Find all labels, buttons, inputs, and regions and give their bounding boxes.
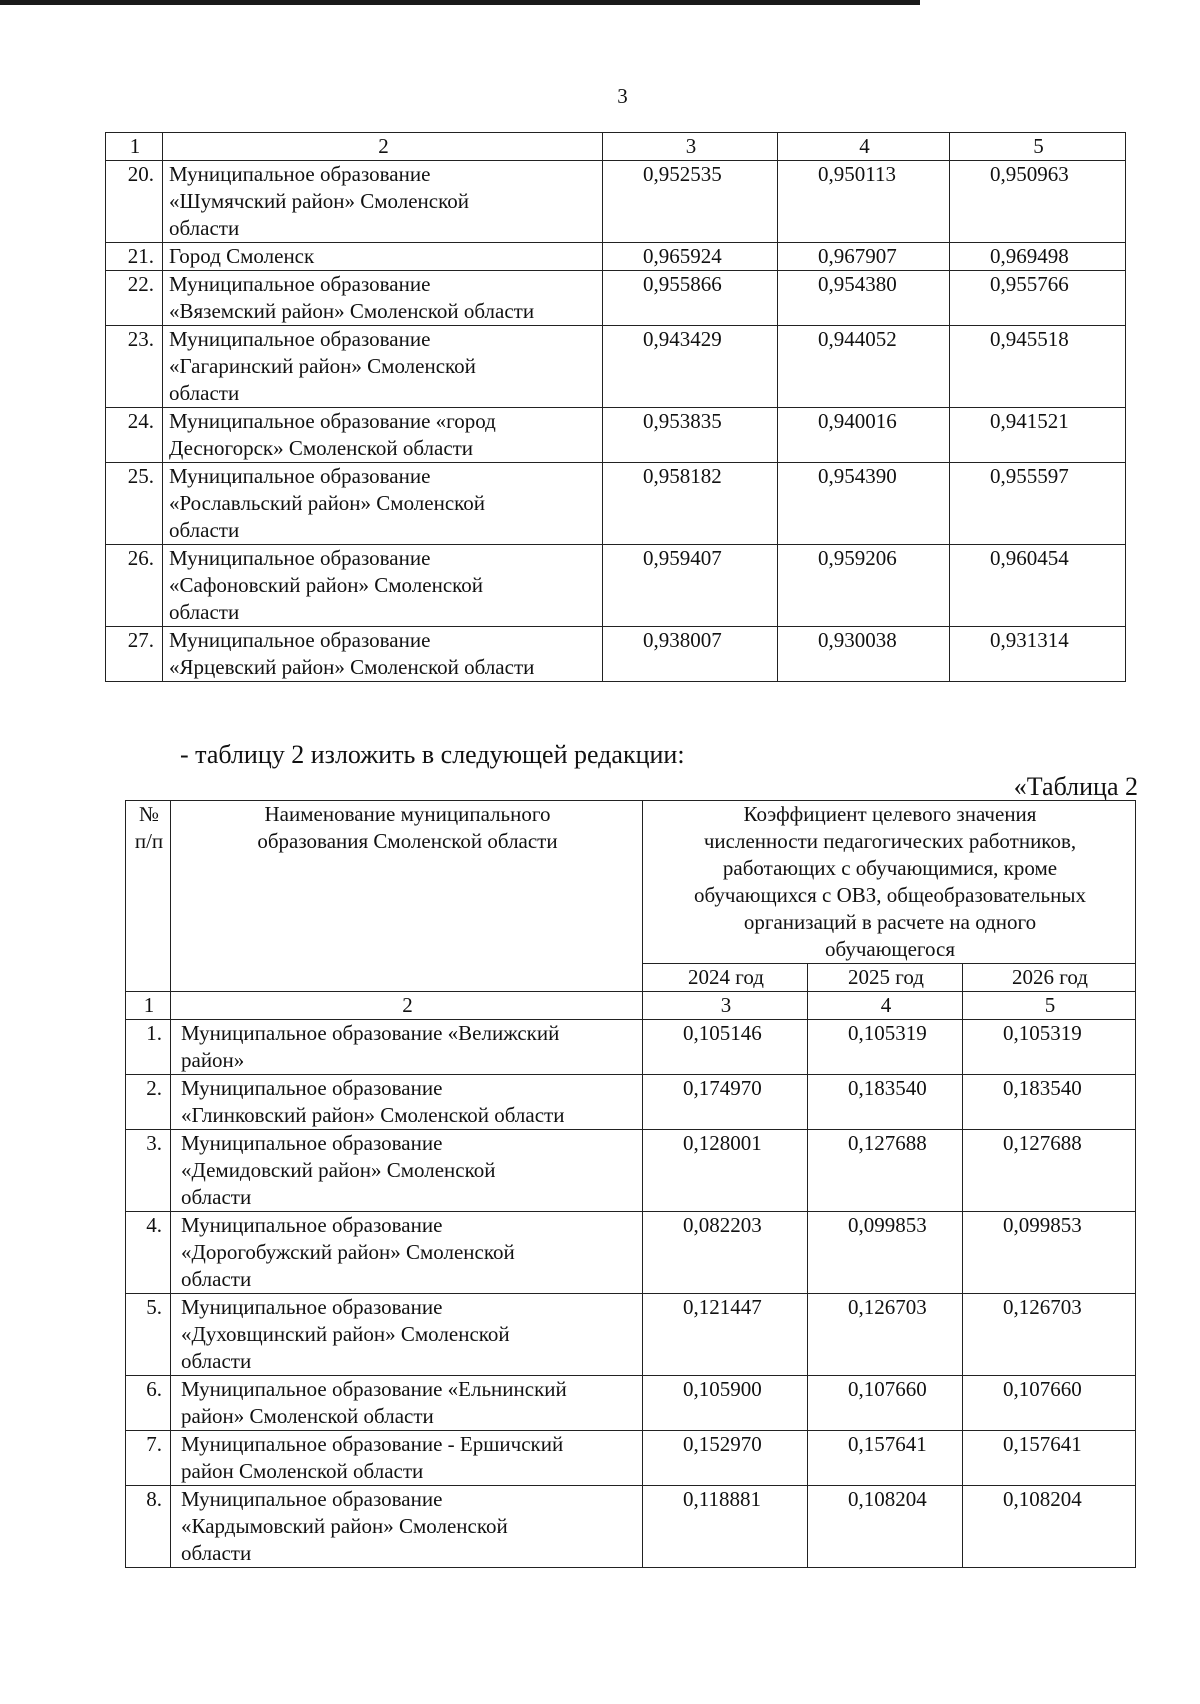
row-number-cell: 7. [126, 1431, 171, 1486]
municipality-name-line: области [181, 1185, 252, 1209]
coefficient-value-cell: 0,943429 [603, 326, 778, 408]
municipality-name-line: области [181, 1267, 252, 1291]
header-coef-line: Коэффициент целевого значения [743, 802, 1037, 826]
coefficient-value-cell: 0,183540 [808, 1075, 963, 1130]
row-number-cell: 20. [106, 161, 163, 243]
coefficient-value-cell: 0,954390 [778, 463, 950, 545]
coefficient-value-cell: 0,938007 [603, 627, 778, 682]
coefficient-value-cell: 0,105319 [808, 1020, 963, 1075]
table-1-body [106, 133, 1126, 682]
table-2-label: «Таблица 2 [1013, 772, 1138, 801]
row-number-cell: 8. [126, 1486, 171, 1568]
index-cell: 2 [171, 992, 643, 1020]
coefficient-value-cell: 0,940016 [778, 408, 950, 463]
table-row [106, 271, 1126, 326]
coefficient-value-cell: 0,931314 [950, 627, 1126, 682]
municipality-name-cell [171, 1294, 643, 1376]
municipality-name-line: области [169, 381, 240, 405]
coefficient-value-cell: 0,183540 [963, 1075, 1136, 1130]
coefficient-value-cell: 0,128001 [643, 1130, 808, 1212]
municipality-name-line: области [181, 1541, 252, 1565]
table-row [106, 463, 1126, 545]
municipality-name-line: области [181, 1349, 252, 1373]
coefficient-value-cell: 0,127688 [808, 1130, 963, 1212]
municipality-name-line: «Глинковский район» Смоленской области [181, 1103, 565, 1127]
municipality-name-line: «Вяземский район» Смоленской области [169, 299, 535, 323]
municipality-name-line: «Кардымовский район» Смоленской [181, 1514, 508, 1538]
coefficient-value-cell: 0,152970 [643, 1431, 808, 1486]
coefficient-value-cell: 0,959407 [603, 545, 778, 627]
municipality-name-cell [163, 271, 603, 326]
coefficient-value-cell: 0,157641 [808, 1431, 963, 1486]
header-coef-line: работающих с обучающимися, кроме [722, 856, 1058, 880]
table-row [126, 1294, 1136, 1376]
municipality-name-line: район» [181, 1048, 245, 1072]
coefficient-value-cell: 0,099853 [808, 1212, 963, 1294]
header-name-line: Наименование муниципального [264, 802, 551, 826]
coefficient-value-cell: 0,955866 [603, 271, 778, 326]
municipality-name-line: «Духовщинский район» Смоленской [181, 1322, 510, 1346]
coefficient-value-cell: 0,157641 [963, 1431, 1136, 1486]
municipality-name-line: «Рославльский район» Смоленской [169, 491, 486, 515]
municipality-name-line: Десногорск» Смоленской области [169, 436, 474, 460]
table-row [106, 408, 1126, 463]
municipality-name-line: Город Смоленск [169, 244, 315, 268]
header-coef-line: обучающегося [824, 937, 956, 961]
coefficient-value-cell: 0,118881 [643, 1486, 808, 1568]
municipality-name-cell [163, 243, 603, 271]
row-number-cell: 6. [126, 1376, 171, 1431]
coefficient-value-cell: 0,965924 [603, 243, 778, 271]
coefficient-value-cell: 0,950113 [778, 161, 950, 243]
table-row [126, 1431, 1136, 1486]
year-cell: 2025 год [808, 964, 963, 992]
municipality-name-line: район Смоленской области [181, 1459, 424, 1483]
municipality-name-line: Муниципальное образование [181, 1131, 443, 1155]
table-1-continuation [105, 132, 1126, 682]
row-number-cell: 26. [106, 545, 163, 627]
table-row [106, 545, 1126, 627]
municipality-name-cell [171, 1431, 643, 1486]
row-number-cell: 23. [106, 326, 163, 408]
index-cell: 3 [643, 992, 808, 1020]
municipality-name-line: «Дорогобужский район» Смоленской [181, 1240, 515, 1264]
header-num-line: № [138, 802, 160, 826]
municipality-name-line: Муниципальное образование [169, 546, 431, 570]
coefficient-value-cell: 0,107660 [963, 1376, 1136, 1431]
coefficient-value-cell: 0,105900 [643, 1376, 808, 1431]
municipality-name-line: «Демидовский район» Смоленской [181, 1158, 496, 1182]
coefficient-value-cell: 0,967907 [778, 243, 950, 271]
municipality-name-line: Муниципальное образование - Ершичский [181, 1432, 564, 1456]
coefficient-value-cell: 0,953835 [603, 408, 778, 463]
table-row [106, 243, 1126, 271]
municipality-name-line: Муниципальное образование [181, 1487, 443, 1511]
row-number-cell: 2. [126, 1075, 171, 1130]
row-number-cell: 24. [106, 408, 163, 463]
row-number-cell: 27. [106, 627, 163, 682]
coefficient-value-cell: 0,121447 [643, 1294, 808, 1376]
row-number-cell: 3. [126, 1130, 171, 1212]
coefficient-value-cell: 0,952535 [603, 161, 778, 243]
coefficient-value-cell: 0,944052 [778, 326, 950, 408]
coefficient-value-cell: 0,960454 [950, 545, 1126, 627]
instruction-text: - таблицу 2 изложить в следующей редакции: [180, 740, 685, 769]
municipality-name-cell [171, 1020, 643, 1075]
page-number: 3 [617, 84, 628, 108]
table-row [106, 326, 1126, 408]
scan-top-border [0, 0, 920, 5]
municipality-name-cell [163, 326, 603, 408]
coefficient-value-cell: 0,082203 [643, 1212, 808, 1294]
coefficient-value-cell: 0,105146 [643, 1020, 808, 1075]
row-number-cell: 25. [106, 463, 163, 545]
index-cell: 1 [106, 133, 163, 161]
municipality-name-line: «Сафоновский район» Смоленской [169, 573, 484, 597]
coefficient-value-cell: 0,107660 [808, 1376, 963, 1431]
table-row [106, 161, 1126, 243]
coefficient-value-cell: 0,126703 [808, 1294, 963, 1376]
table-1-index-row [106, 133, 1126, 161]
table-2-body [126, 801, 1136, 1568]
coefficient-value-cell: 0,954380 [778, 271, 950, 326]
table-row [126, 1130, 1136, 1212]
municipality-name-line: Муниципальное образование [181, 1213, 443, 1237]
table-row [126, 1020, 1136, 1075]
coefficient-value-cell: 0,950963 [950, 161, 1126, 243]
table-2-index-row [126, 992, 1136, 1020]
municipality-name-line: «Ярцевский район» Смоленской области [169, 655, 535, 679]
municipality-name-cell [163, 627, 603, 682]
table-2 [125, 800, 1136, 1568]
header-coefficient-cell [643, 801, 1136, 964]
municipality-name-line: Муниципальное образование [169, 327, 431, 351]
row-number-cell: 4. [126, 1212, 171, 1294]
index-cell: 3 [603, 133, 778, 161]
index-cell: 2 [163, 133, 603, 161]
coefficient-value-cell: 0,127688 [963, 1130, 1136, 1212]
coefficient-value-cell: 0,955597 [950, 463, 1126, 545]
header-name-cell [171, 801, 643, 992]
municipality-name-line: Муниципальное образование [169, 272, 431, 296]
municipality-name-line: «Шумячский район» Смоленской [169, 189, 469, 213]
municipality-name-cell [171, 1376, 643, 1431]
header-coef-line: организаций в расчете на одного [743, 910, 1037, 934]
municipality-name-line: Муниципальное образование [181, 1076, 443, 1100]
municipality-name-cell [171, 1486, 643, 1568]
header-num-cell [126, 801, 171, 992]
table-2-header-row [126, 801, 1136, 964]
municipality-name-line: «Гагаринский район» Смоленской [169, 354, 476, 378]
coefficient-value-cell: 0,930038 [778, 627, 950, 682]
municipality-name-line: район» Смоленской области [181, 1404, 434, 1428]
coefficient-value-cell: 0,959206 [778, 545, 950, 627]
header-coef-line: обучающихся с ОВЗ, общеобразовательных [694, 883, 1086, 907]
index-cell: 1 [126, 992, 171, 1020]
municipality-name-line: Муниципальное образование [169, 628, 431, 652]
municipality-name-line: области [169, 518, 240, 542]
municipality-name-cell [171, 1130, 643, 1212]
municipality-name-line: области [169, 600, 240, 624]
municipality-name-cell [163, 408, 603, 463]
table-row [126, 1486, 1136, 1568]
coefficient-value-cell: 0,099853 [963, 1212, 1136, 1294]
municipality-name-line: Муниципальное образование «Ельнинский [181, 1377, 567, 1401]
coefficient-value-cell: 0,174970 [643, 1075, 808, 1130]
municipality-name-line: области [169, 216, 240, 240]
municipality-name-line: Муниципальное образование [181, 1295, 443, 1319]
coefficient-value-cell: 0,958182 [603, 463, 778, 545]
row-number-cell: 22. [106, 271, 163, 326]
coefficient-value-cell: 0,941521 [950, 408, 1126, 463]
coefficient-value-cell: 0,108204 [963, 1486, 1136, 1568]
coefficient-value-cell: 0,945518 [950, 326, 1126, 408]
index-cell: 5 [963, 992, 1136, 1020]
municipality-name-cell [163, 161, 603, 243]
coefficient-value-cell: 0,969498 [950, 243, 1126, 271]
municipality-name-cell [163, 545, 603, 627]
year-cell: 2024 год [643, 964, 808, 992]
coefficient-value-cell: 0,105319 [963, 1020, 1136, 1075]
header-coef-line: численности педагогических работников, [703, 829, 1077, 853]
municipality-name-line: Муниципальное образование «Велижский [181, 1021, 560, 1045]
header-num-line: п/п [134, 829, 164, 853]
index-cell: 5 [950, 133, 1126, 161]
table-row [126, 1376, 1136, 1431]
header-name-line: образования Смоленской области [257, 829, 558, 853]
coefficient-value-cell: 0,126703 [963, 1294, 1136, 1376]
row-number-cell: 5. [126, 1294, 171, 1376]
municipality-name-line: Муниципальное образование [169, 162, 431, 186]
municipality-name-cell [163, 463, 603, 545]
table-row [106, 627, 1126, 682]
year-cell: 2026 год [963, 964, 1136, 992]
index-cell: 4 [778, 133, 950, 161]
row-number-cell: 1. [126, 1020, 171, 1075]
coefficient-value-cell: 0,108204 [808, 1486, 963, 1568]
row-number-cell: 21. [106, 243, 163, 271]
index-cell: 4 [808, 992, 963, 1020]
table-row [126, 1075, 1136, 1130]
table-row [126, 1212, 1136, 1294]
municipality-name-line: Муниципальное образование «город [169, 409, 496, 433]
municipality-name-cell [171, 1212, 643, 1294]
coefficient-value-cell: 0,955766 [950, 271, 1126, 326]
municipality-name-line: Муниципальное образование [169, 464, 431, 488]
municipality-name-cell [171, 1075, 643, 1130]
